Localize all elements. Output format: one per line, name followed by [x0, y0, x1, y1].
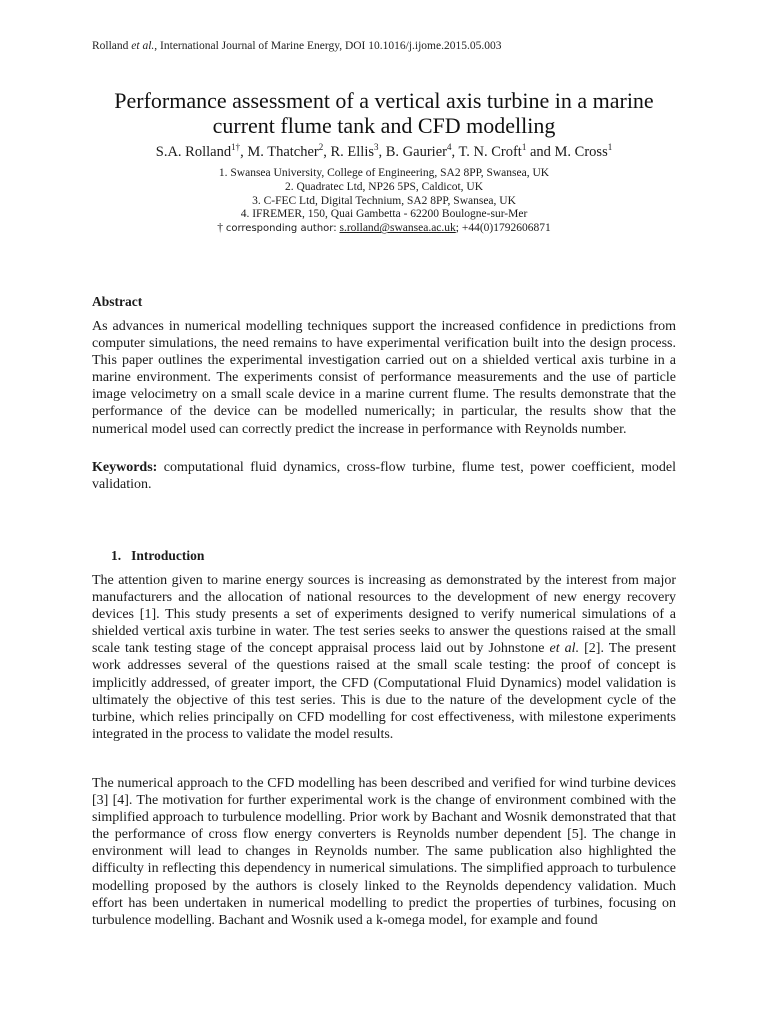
author-name: M. Cross — [554, 144, 608, 160]
corresponding-label: corresponding author — [225, 223, 334, 235]
keywords — [92, 459, 676, 493]
header-et-al: et al. — [131, 40, 155, 52]
section-heading-introduction — [111, 548, 204, 564]
author-separator: , — [323, 144, 331, 160]
running-header — [92, 40, 501, 52]
paper-title — [60, 88, 708, 138]
section-title: Introduction — [131, 548, 205, 563]
author-separator: , — [240, 144, 248, 160]
affiliation-item: 2. Quadratec Ltd, NP26 5PS, Caldicot, UK — [284, 180, 484, 193]
author-name: S.A. Rolland — [155, 144, 232, 160]
author-name: B. Gaurier — [385, 144, 447, 160]
keywords-list: computational fluid dynamics, cross-flow turbine, flume test, power coefficient, model validation. — [92, 460, 676, 493]
corresponding-author — [60, 222, 708, 236]
abstract-text: As advances in numerical modelling techniques support the increased confidence in predictions from computer simulations, the need remains to have experimental verification built into the design process. This paper outlines the experimental investigation carried out on a shielded vertical axis turbine in a marine environment. The experiments consist of performance measurements and the use of particle image velocimetry on a small scale device in a marine current flume. The results demonstrate that the performance of the device can be modelled numerically; in particular, the results show that the numerical model used can correctly predict the increase in performance with Reynolds number. — [92, 319, 676, 437]
dagger-mark: † — [217, 222, 226, 235]
title-line-2: current flume tank and CFD modelling — [212, 113, 556, 138]
paragraph-text: [2]. The present work addresses several of the questions raised at the small scale testing: the proof of concept is implicitly addressed, of greater import, the CFD (Computational Fluid Dynamics) model validation is ultimately the objective of this test series. This is due to the nature of the development cycle of the turbine, which relies principally on CFD modelling for cost effectiveness, with milestone experiments integrated in the process to validate the model results. — [92, 641, 676, 742]
author-affiliation-mark: 1 — [521, 142, 527, 153]
abstract-heading: Abstract — [92, 294, 143, 309]
author-separator: , — [451, 144, 459, 160]
affiliation-item: 4. IFREMER, 150, Quai Gambetta - 62200 Boulogne-sur-Mer — [240, 208, 528, 221]
author-name: R. Ellis — [330, 144, 375, 160]
header-authors: Rolland — [92, 40, 132, 52]
email-link[interactable]: s.rolland@swansea.ac.uk — [339, 222, 456, 235]
author-affiliation-mark: 1† — [231, 142, 241, 153]
author-name: M. Thatcher — [247, 144, 319, 160]
author-affiliation-mark: 2 — [318, 142, 324, 153]
introduction-paragraph-2: The numerical approach to the CFD modelling has been described and verified for wind turbine devices [3] [4]. The motivation for further experimental work is the change of environment combined with the simplified approach to turbulence modelling. Prior work by Bachant and Wosnik demonstrated that that the performance of cross flow energy converters is Reynolds number dependent [5]. The change in environment will lead to changes in Reynolds number. The same publication also highlighted the difficulty in reflecting this dependency in numerical simulations. The simplified approach to turbulence modelling proposed by the authors is closely linked to the Reynolds dependency validation. Much effort has been undertaken in numerical modelling to predict the properties of turbines, focusing on turbulence modelling. Bachant and Wosnik used a k-omega model, for example and found — [92, 776, 676, 928]
author-list — [60, 144, 708, 161]
author-affiliation-mark: 4 — [446, 142, 452, 153]
paragraph-text: The attention given to marine energy sources is increasing as demonstrated by the interest from major manufacturers and the allocation of national resources to the development of new energy recovery devices [1]. This study presents a set of experiments designed to verify numerical simulations of a shielded vertical axis turbine in water. The test series seeks to answer the questions raised at the small scale tank testing stage of the concept appraisal process laid out by Johnstone — [92, 573, 676, 657]
et-al-italic: et al. — [549, 641, 580, 657]
affiliation-item: 1. Swansea University, College of Engineering, SA2 8PP, Swansea, UK — [218, 167, 550, 179]
author-affiliation-mark: 3 — [374, 142, 379, 153]
affiliation-item: 3. C-FEC Ltd, Digital Technium, SA2 8PP, Swansea, UK — [252, 194, 516, 207]
author-separator: and — [526, 144, 555, 160]
keywords-label: Keywords: — [92, 460, 158, 475]
header-citation: , International Journal of Marine Energy, DOI 10.1016/j.ijome.2015.05.003 — [154, 40, 502, 52]
introduction-paragraph-1 — [92, 572, 676, 743]
author-affiliation-mark: 1 — [607, 142, 613, 153]
corresponding-colon: : — [333, 222, 340, 235]
phone-number: ; +44(0)1792606871 — [455, 222, 551, 235]
section-number: 1. — [111, 548, 122, 563]
author-name: T. N. Croft — [458, 144, 522, 160]
affiliation-list — [60, 167, 708, 236]
author-separator: , — [378, 144, 386, 160]
title-line-1: Performance assessment of a vertical axis turbine in a marine — [114, 88, 654, 113]
